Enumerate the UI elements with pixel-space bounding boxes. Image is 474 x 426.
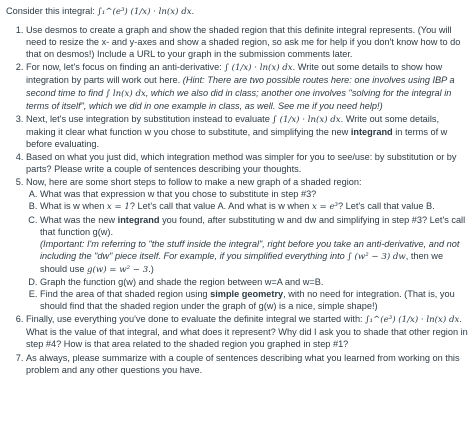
list-item-3: 3. Next, let's use integration by substitution instead to evaluate ∫ (1/x) · ln(x) dx. Write out some details, making it clear what function w you chose to substitute, and simplifying the new integrand in terms of w before evaluating. bbox=[26, 113, 468, 150]
list-item-4: 4. Based on what you just did, which integration method was simpler for you to see/use: by substitution or by parts? Please write a couple of sentences describing your thoughts. bbox=[26, 151, 468, 175]
list-item-2: 2. For now, let's focus on finding an anti-derivative: ∫ (1/x) · ln(x) dx. Write out some details to show how integration by parts will work out here. (Hint: There are two possible routes here: one involves using IBP a second time to find ∫ ln(x) dx, which we also did in class; another one involves "solving for the integral in terms of itself", which we did in one example in class, as well. See me if you need help!) bbox=[26, 61, 468, 111]
sub-list bbox=[26, 188, 468, 312]
list-item-6: 6. Finally, use everything you've done to evaluate the definite integral we started with: ∫₁^(e³) (1/x) · ln(x) dx. What is the value of that integral, and what does it represent? Why did I ask you to shade that other region in step #4? How is that area related to the shaded region you graphed in step #1? bbox=[26, 313, 468, 350]
sub-item-d: D. Graph the function g(w) and shade the region between w=A and w=B. bbox=[40, 276, 468, 288]
intro-integral: ∫₁^(e³) (1/x) · ln(x) dx. bbox=[97, 7, 195, 17]
list-item-7: 7. As always, please summarize with a couple of sentences describing what you learned from working on this problem and any other questions you have. bbox=[26, 352, 468, 376]
sub-item-e: E. Find the area of that shaded region using simple geometry, with no need for integration. (That is, you should find that the shaded region under the graph of g(w) is a nice, simple shape!) bbox=[40, 288, 468, 312]
list-item-1: 1. Use desmos to create a graph and show the shaded region that this definite integral represents. (You will need to resize the x- and y-axes and show a shaded region, so ask me for help if you don't know how to do that on desmos!) Include a URL to your graph in the submission comments later. bbox=[26, 24, 468, 60]
intro-text: Consider this integral: bbox=[6, 6, 95, 16]
list-item-5: 5. Now, here are some short steps to follow to make a new graph of a shaded region: A. What was that expression w that you chose to substitute in step #3? B. What is w when x = 1? Let's call that value A. And what is w when x = e³? Let's call that value B. C. What was the new integrand you found, after substituting w and dw and simplifying in step #3? Let's call that function g(w). (Important: I'm referring to "the stuff inside the integral", right before you take an anti-derivative, and not including the "dw" piece itself. For example, if you simplified everything into ∫ (w² − 3) dw, then we should use g(w) = w² − 3.) D. Graph the function g(w) and shade the region between w=A and w=B. E. Find the area of that shaded region using simple geometry, with no need for integration. (That is, you should find that the shaded region under the graph of g(w) is a nice, simple shape!) bbox=[26, 176, 468, 312]
instructions-list bbox=[6, 24, 468, 376]
sub-item-a: A. What was that expression w that you chose to substitute in step #3? bbox=[40, 188, 468, 200]
sub-item-b: B. What is w when x = 1? Let's call that value A. And what is w when x = e³? Let's call that value B. bbox=[40, 200, 468, 213]
sub-item-c: C. What was the new integrand you found, after substituting w and dw and simplifying in step #3? Let's call that function g(w). (Important: I'm referring to "the stuff inside the integral", right before you take an anti-derivative, and not including the "dw" piece itself. For example, if you simplified everything into ∫ (w² − 3) dw, then we should use g(w) = w² − 3.) bbox=[40, 214, 468, 276]
intro-line bbox=[6, 5, 468, 18]
